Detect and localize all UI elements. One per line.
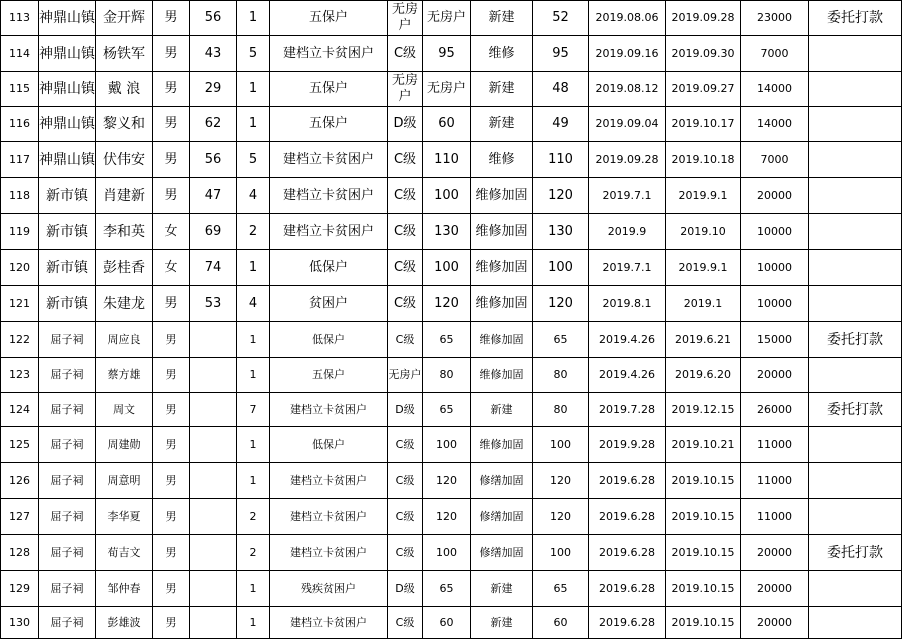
household-type-cell[interactable]: 建档立卡贫困户	[270, 142, 388, 178]
subsidy-amount-cell[interactable]: 7000	[741, 142, 809, 178]
table-row	[1, 427, 902, 463]
household-name-cell[interactable]: 李华夏	[96, 499, 153, 535]
subsidy-amount-cell[interactable]: 7000	[741, 36, 809, 72]
age-cell[interactable]	[190, 571, 237, 607]
start-date-cell[interactable]: 2019.6.28	[589, 499, 666, 535]
completion-date-cell[interactable]: 2019.9.1	[666, 250, 741, 286]
age-cell[interactable]	[190, 463, 237, 499]
household-size-cell[interactable]: 1	[237, 250, 270, 286]
household-size-cell[interactable]: 2	[237, 214, 270, 250]
start-date-cell[interactable]: 2019.6.28	[589, 535, 666, 571]
house-grade-cell[interactable]: C级	[388, 178, 423, 214]
remark-cell[interactable]	[809, 427, 902, 463]
subsidy-amount-cell[interactable]: 10000	[741, 214, 809, 250]
row-number-cell[interactable]: 115	[1, 72, 39, 107]
household-name-cell[interactable]: 周意明	[96, 463, 153, 499]
township-cell[interactable]: 屈子祠	[39, 358, 96, 393]
township-cell[interactable]: 神鼎山镇	[39, 142, 96, 178]
area-after-cell[interactable]: 120	[533, 178, 589, 214]
row-number-cell[interactable]: 113	[1, 1, 39, 36]
remark-cell[interactable]: 委托打款	[809, 393, 902, 427]
age-cell[interactable]: 56	[190, 142, 237, 178]
row-number-cell[interactable]: 127	[1, 499, 39, 535]
house-grade-cell[interactable]: C级	[388, 286, 423, 322]
row-number-cell[interactable]: 124	[1, 393, 39, 427]
start-date-cell[interactable]: 2019.4.26	[589, 322, 666, 358]
start-date-cell[interactable]: 2019.9	[589, 214, 666, 250]
renovation-method-cell[interactable]: 维修加固	[471, 250, 533, 286]
house-grade-cell[interactable]: C级	[388, 250, 423, 286]
area-after-cell[interactable]: 65	[533, 571, 589, 607]
age-cell[interactable]	[190, 607, 237, 639]
renovation-method-cell[interactable]: 新建	[471, 107, 533, 142]
household-type-cell[interactable]: 五保户	[270, 72, 388, 107]
subsidy-amount-cell[interactable]: 10000	[741, 250, 809, 286]
area-after-cell[interactable]: 110	[533, 142, 589, 178]
household-size-cell[interactable]: 1	[237, 1, 270, 36]
age-cell[interactable]: 29	[190, 72, 237, 107]
table-row	[1, 107, 902, 142]
gender-cell[interactable]: 男	[153, 393, 190, 427]
age-cell[interactable]	[190, 427, 237, 463]
household-size-cell[interactable]: 2	[237, 499, 270, 535]
subsidy-amount-cell[interactable]: 11000	[741, 463, 809, 499]
subsidy-amount-cell[interactable]: 14000	[741, 72, 809, 107]
house-grade-cell[interactable]: D级	[388, 571, 423, 607]
household-type-cell[interactable]: 低保户	[270, 427, 388, 463]
township-cell[interactable]: 新市镇	[39, 286, 96, 322]
gender-cell[interactable]: 男	[153, 499, 190, 535]
household-type-cell[interactable]: 五保户	[270, 107, 388, 142]
row-number-cell[interactable]: 120	[1, 250, 39, 286]
household-size-cell[interactable]: 1	[237, 72, 270, 107]
remark-cell[interactable]	[809, 286, 902, 322]
completion-date-cell[interactable]: 2019.9.1	[666, 178, 741, 214]
gender-cell[interactable]: 男	[153, 142, 190, 178]
remark-cell[interactable]	[809, 178, 902, 214]
gender-cell[interactable]: 女	[153, 250, 190, 286]
house-grade-cell[interactable]: D级	[388, 393, 423, 427]
area-after-cell[interactable]: 120	[533, 463, 589, 499]
gender-cell[interactable]: 男	[153, 463, 190, 499]
household-size-cell[interactable]: 7	[237, 393, 270, 427]
area-after-cell[interactable]: 120	[533, 499, 589, 535]
table-row	[1, 178, 902, 214]
completion-date-cell[interactable]: 2019.09.28	[666, 1, 741, 36]
completion-date-cell[interactable]: 2019.10.15	[666, 463, 741, 499]
gender-cell[interactable]: 男	[153, 535, 190, 571]
township-cell[interactable]: 神鼎山镇	[39, 1, 96, 36]
table-row	[1, 393, 902, 427]
gender-cell[interactable]: 男	[153, 107, 190, 142]
gender-cell[interactable]: 男	[153, 322, 190, 358]
remark-cell[interactable]	[809, 499, 902, 535]
area-after-cell[interactable]: 48	[533, 72, 589, 107]
area-before-cell[interactable]: 120	[423, 286, 471, 322]
gender-cell[interactable]: 男	[153, 427, 190, 463]
renovation-method-cell[interactable]: 修缮加固	[471, 535, 533, 571]
house-grade-cell[interactable]: 无房户	[388, 358, 423, 393]
area-before-cell[interactable]: 无房户	[423, 1, 471, 36]
area-after-cell[interactable]: 100	[533, 427, 589, 463]
start-date-cell[interactable]: 2019.09.16	[589, 36, 666, 72]
remark-cell[interactable]	[809, 72, 902, 107]
gender-cell[interactable]: 女	[153, 214, 190, 250]
township-cell[interactable]: 神鼎山镇	[39, 107, 96, 142]
row-number-cell[interactable]: 122	[1, 322, 39, 358]
household-size-cell[interactable]: 4	[237, 178, 270, 214]
remark-cell[interactable]	[809, 607, 902, 639]
table-row	[1, 463, 902, 499]
renovation-method-cell[interactable]: 维修加固	[471, 286, 533, 322]
start-date-cell[interactable]: 2019.7.1	[589, 178, 666, 214]
house-grade-cell[interactable]: 无房户	[388, 1, 423, 36]
remark-cell[interactable]	[809, 250, 902, 286]
remark-cell[interactable]	[809, 142, 902, 178]
age-cell[interactable]	[190, 393, 237, 427]
completion-date-cell[interactable]: 2019.10.18	[666, 142, 741, 178]
household-size-cell[interactable]: 1	[237, 427, 270, 463]
renovation-method-cell[interactable]: 新建	[471, 607, 533, 639]
area-before-cell[interactable]: 100	[423, 250, 471, 286]
start-date-cell[interactable]: 2019.08.12	[589, 72, 666, 107]
household-name-cell[interactable]: 杨铁军	[96, 36, 153, 72]
area-after-cell[interactable]: 95	[533, 36, 589, 72]
subsidy-amount-cell[interactable]: 11000	[741, 499, 809, 535]
age-cell[interactable]: 47	[190, 178, 237, 214]
household-name-cell[interactable]: 蔡方雄	[96, 358, 153, 393]
gender-cell[interactable]: 男	[153, 286, 190, 322]
subsidy-amount-cell[interactable]: 26000	[741, 393, 809, 427]
table-row	[1, 250, 902, 286]
subsidy-amount-cell[interactable]: 20000	[741, 178, 809, 214]
completion-date-cell[interactable]: 2019.09.27	[666, 72, 741, 107]
renovation-method-cell[interactable]: 维修加固	[471, 214, 533, 250]
house-grade-cell[interactable]: D级	[388, 107, 423, 142]
table-row	[1, 36, 902, 72]
completion-date-cell[interactable]: 2019.10.21	[666, 427, 741, 463]
household-size-cell[interactable]: 1	[237, 571, 270, 607]
house-grade-cell[interactable]: C级	[388, 322, 423, 358]
table-row	[1, 142, 902, 178]
household-name-cell[interactable]: 荀吉文	[96, 535, 153, 571]
completion-date-cell[interactable]: 2019.10	[666, 214, 741, 250]
township-cell[interactable]: 屈子祠	[39, 393, 96, 427]
area-before-cell[interactable]: 95	[423, 36, 471, 72]
subsidy-amount-cell[interactable]: 20000	[741, 607, 809, 639]
completion-date-cell[interactable]: 2019.10.15	[666, 499, 741, 535]
household-type-cell[interactable]: 建档立卡贫困户	[270, 178, 388, 214]
area-after-cell[interactable]: 60	[533, 607, 589, 639]
township-cell[interactable]: 屈子祠	[39, 499, 96, 535]
row-number-cell[interactable]: 126	[1, 463, 39, 499]
table-row	[1, 358, 902, 393]
completion-date-cell[interactable]: 2019.12.15	[666, 393, 741, 427]
start-date-cell[interactable]: 2019.7.1	[589, 250, 666, 286]
area-before-cell[interactable]: 80	[423, 358, 471, 393]
area-after-cell[interactable]: 100	[533, 535, 589, 571]
household-size-cell[interactable]: 4	[237, 286, 270, 322]
row-number-cell[interactable]: 121	[1, 286, 39, 322]
household-name-cell[interactable]: 黎义和	[96, 107, 153, 142]
subsidy-amount-cell[interactable]: 10000	[741, 286, 809, 322]
household-type-cell[interactable]: 建档立卡贫困户	[270, 607, 388, 639]
area-before-cell[interactable]: 120	[423, 499, 471, 535]
gender-cell[interactable]: 男	[153, 607, 190, 639]
township-cell[interactable]: 新市镇	[39, 250, 96, 286]
household-size-cell[interactable]: 5	[237, 142, 270, 178]
remark-cell[interactable]	[809, 36, 902, 72]
age-cell[interactable]: 53	[190, 286, 237, 322]
subsidy-amount-cell[interactable]: 11000	[741, 427, 809, 463]
house-grade-cell[interactable]: C级	[388, 36, 423, 72]
row-number-cell[interactable]: 118	[1, 178, 39, 214]
remark-cell[interactable]	[809, 107, 902, 142]
table-row	[1, 214, 902, 250]
area-before-cell[interactable]: 65	[423, 571, 471, 607]
area-after-cell[interactable]: 100	[533, 250, 589, 286]
renovation-method-cell[interactable]: 新建	[471, 571, 533, 607]
table-row	[1, 322, 902, 358]
start-date-cell[interactable]: 2019.6.28	[589, 607, 666, 639]
household-type-cell[interactable]: 低保户	[270, 322, 388, 358]
household-size-cell[interactable]: 1	[237, 107, 270, 142]
gender-cell[interactable]: 男	[153, 72, 190, 107]
age-cell[interactable]	[190, 358, 237, 393]
area-before-cell[interactable]: 60	[423, 107, 471, 142]
household-name-cell[interactable]: 周文	[96, 393, 153, 427]
area-after-cell[interactable]: 130	[533, 214, 589, 250]
remark-cell[interactable]: 委托打款	[809, 322, 902, 358]
area-before-cell[interactable]: 65	[423, 322, 471, 358]
renovation-method-cell[interactable]: 维修加固	[471, 178, 533, 214]
area-before-cell[interactable]: 100	[423, 535, 471, 571]
household-type-cell[interactable]: 五保户	[270, 1, 388, 36]
subsidy-amount-cell[interactable]: 20000	[741, 535, 809, 571]
row-number-cell[interactable]: 129	[1, 571, 39, 607]
start-date-cell[interactable]: 2019.9.28	[589, 427, 666, 463]
area-before-cell[interactable]: 120	[423, 463, 471, 499]
household-type-cell[interactable]: 建档立卡贫困户	[270, 535, 388, 571]
completion-date-cell[interactable]: 2019.10.15	[666, 571, 741, 607]
household-size-cell[interactable]: 1	[237, 358, 270, 393]
household-name-cell[interactable]: 邹仲春	[96, 571, 153, 607]
completion-date-cell[interactable]: 2019.6.20	[666, 358, 741, 393]
household-name-cell[interactable]: 周应良	[96, 322, 153, 358]
completion-date-cell[interactable]: 2019.10.17	[666, 107, 741, 142]
table-row	[1, 499, 902, 535]
subsidy-amount-cell[interactable]: 20000	[741, 571, 809, 607]
subsidy-amount-cell[interactable]: 23000	[741, 1, 809, 36]
age-cell[interactable]	[190, 322, 237, 358]
age-cell[interactable]	[190, 535, 237, 571]
household-name-cell[interactable]: 金开辉	[96, 1, 153, 36]
table-row	[1, 535, 902, 571]
area-after-cell[interactable]: 49	[533, 107, 589, 142]
start-date-cell[interactable]: 2019.09.28	[589, 142, 666, 178]
area-before-cell[interactable]: 110	[423, 142, 471, 178]
area-after-cell[interactable]: 120	[533, 286, 589, 322]
household-type-cell[interactable]: 建档立卡贫困户	[270, 499, 388, 535]
renovation-method-cell[interactable]: 新建	[471, 1, 533, 36]
gender-cell[interactable]: 男	[153, 36, 190, 72]
age-cell[interactable]: 62	[190, 107, 237, 142]
house-grade-cell[interactable]: C级	[388, 535, 423, 571]
township-cell[interactable]: 神鼎山镇	[39, 72, 96, 107]
renovation-method-cell[interactable]: 维修加固	[471, 358, 533, 393]
age-cell[interactable]	[190, 499, 237, 535]
table-row	[1, 571, 902, 607]
household-type-cell[interactable]: 建档立卡贫困户	[270, 36, 388, 72]
row-number-cell[interactable]: 130	[1, 607, 39, 639]
remark-cell[interactable]	[809, 463, 902, 499]
completion-date-cell[interactable]: 2019.1	[666, 286, 741, 322]
township-cell[interactable]: 屈子祠	[39, 607, 96, 639]
subsidy-amount-cell[interactable]: 14000	[741, 107, 809, 142]
area-before-cell[interactable]: 无房户	[423, 72, 471, 107]
age-cell[interactable]: 43	[190, 36, 237, 72]
area-after-cell[interactable]: 80	[533, 358, 589, 393]
area-before-cell[interactable]: 130	[423, 214, 471, 250]
area-after-cell[interactable]: 52	[533, 1, 589, 36]
completion-date-cell[interactable]: 2019.10.15	[666, 535, 741, 571]
renovation-method-cell[interactable]: 维修	[471, 36, 533, 72]
row-number-cell[interactable]: 128	[1, 535, 39, 571]
house-grade-cell[interactable]: C级	[388, 427, 423, 463]
start-date-cell[interactable]: 2019.09.04	[589, 107, 666, 142]
row-number-cell[interactable]: 125	[1, 427, 39, 463]
township-cell[interactable]: 新市镇	[39, 178, 96, 214]
household-type-cell[interactable]: 建档立卡贫困户	[270, 214, 388, 250]
household-type-cell[interactable]: 建档立卡贫困户	[270, 393, 388, 427]
gender-cell[interactable]: 男	[153, 358, 190, 393]
household-name-cell[interactable]: 伏伟安	[96, 142, 153, 178]
household-type-cell[interactable]: 低保户	[270, 250, 388, 286]
township-cell[interactable]: 屈子祠	[39, 571, 96, 607]
area-before-cell[interactable]: 100	[423, 427, 471, 463]
gender-cell[interactable]: 男	[153, 178, 190, 214]
house-grade-cell[interactable]: 无房户	[388, 72, 423, 107]
house-grade-cell[interactable]: C级	[388, 142, 423, 178]
house-grade-cell[interactable]: C级	[388, 607, 423, 639]
township-cell[interactable]: 屈子祠	[39, 427, 96, 463]
subsidy-amount-cell[interactable]: 20000	[741, 358, 809, 393]
renovation-method-cell[interactable]: 新建	[471, 393, 533, 427]
completion-date-cell[interactable]: 2019.10.15	[666, 607, 741, 639]
area-before-cell[interactable]: 60	[423, 607, 471, 639]
age-cell[interactable]: 74	[190, 250, 237, 286]
household-name-cell[interactable]: 周建勋	[96, 427, 153, 463]
age-cell[interactable]: 56	[190, 1, 237, 36]
remark-cell[interactable]	[809, 214, 902, 250]
start-date-cell[interactable]: 2019.6.28	[589, 463, 666, 499]
household-name-cell[interactable]: 戴 浪	[96, 72, 153, 107]
age-cell[interactable]: 69	[190, 214, 237, 250]
start-date-cell[interactable]: 2019.8.1	[589, 286, 666, 322]
household-name-cell[interactable]: 彭桂香	[96, 250, 153, 286]
household-size-cell[interactable]: 5	[237, 36, 270, 72]
table-row	[1, 607, 902, 639]
township-cell[interactable]: 新市镇	[39, 214, 96, 250]
start-date-cell[interactable]: 2019.6.28	[589, 571, 666, 607]
remark-cell[interactable]: 委托打款	[809, 535, 902, 571]
house-grade-cell[interactable]: C级	[388, 214, 423, 250]
renovation-method-cell[interactable]: 新建	[471, 72, 533, 107]
gender-cell[interactable]: 男	[153, 571, 190, 607]
area-after-cell[interactable]: 65	[533, 322, 589, 358]
start-date-cell[interactable]: 2019.4.26	[589, 358, 666, 393]
township-cell[interactable]: 屈子祠	[39, 463, 96, 499]
area-before-cell[interactable]: 100	[423, 178, 471, 214]
gender-cell[interactable]: 男	[153, 1, 190, 36]
house-grade-cell[interactable]: C级	[388, 499, 423, 535]
household-size-cell[interactable]: 1	[237, 463, 270, 499]
renovation-method-cell[interactable]: 修缮加固	[471, 463, 533, 499]
household-name-cell[interactable]: 彭雄波	[96, 607, 153, 639]
household-name-cell[interactable]: 肖建新	[96, 178, 153, 214]
renovation-method-cell[interactable]: 维修	[471, 142, 533, 178]
household-name-cell[interactable]: 李和英	[96, 214, 153, 250]
household-size-cell[interactable]: 1	[237, 607, 270, 639]
row-number-cell[interactable]: 123	[1, 358, 39, 393]
house-grade-cell[interactable]: C级	[388, 463, 423, 499]
completion-date-cell[interactable]: 2019.6.21	[666, 322, 741, 358]
table-row	[1, 286, 902, 322]
table-row	[1, 72, 902, 107]
row-number-cell[interactable]: 114	[1, 36, 39, 72]
township-cell[interactable]: 神鼎山镇	[39, 36, 96, 72]
household-type-cell[interactable]: 贫困户	[270, 286, 388, 322]
row-number-cell[interactable]: 119	[1, 214, 39, 250]
start-date-cell[interactable]: 2019.7.28	[589, 393, 666, 427]
township-cell[interactable]: 屈子祠	[39, 535, 96, 571]
household-type-cell[interactable]: 残疾贫困户	[270, 571, 388, 607]
household-size-cell[interactable]: 2	[237, 535, 270, 571]
renovation-method-cell[interactable]: 维修加固	[471, 427, 533, 463]
renovation-method-cell[interactable]: 维修加固	[471, 322, 533, 358]
completion-date-cell[interactable]: 2019.09.30	[666, 36, 741, 72]
township-cell[interactable]: 屈子祠	[39, 322, 96, 358]
renovation-method-cell[interactable]: 修缮加固	[471, 499, 533, 535]
area-before-cell[interactable]: 65	[423, 393, 471, 427]
remark-cell[interactable]	[809, 358, 902, 393]
area-after-cell[interactable]: 80	[533, 393, 589, 427]
household-type-cell[interactable]: 五保户	[270, 358, 388, 393]
household-name-cell[interactable]: 朱建龙	[96, 286, 153, 322]
row-number-cell[interactable]: 116	[1, 107, 39, 142]
remark-cell[interactable]	[809, 571, 902, 607]
table-row	[1, 1, 902, 36]
remark-cell[interactable]: 委托打款	[809, 1, 902, 36]
row-number-cell[interactable]: 117	[1, 142, 39, 178]
subsidy-amount-cell[interactable]: 15000	[741, 322, 809, 358]
household-size-cell[interactable]: 1	[237, 322, 270, 358]
household-type-cell[interactable]: 建档立卡贫困户	[270, 463, 388, 499]
start-date-cell[interactable]: 2019.08.06	[589, 1, 666, 36]
